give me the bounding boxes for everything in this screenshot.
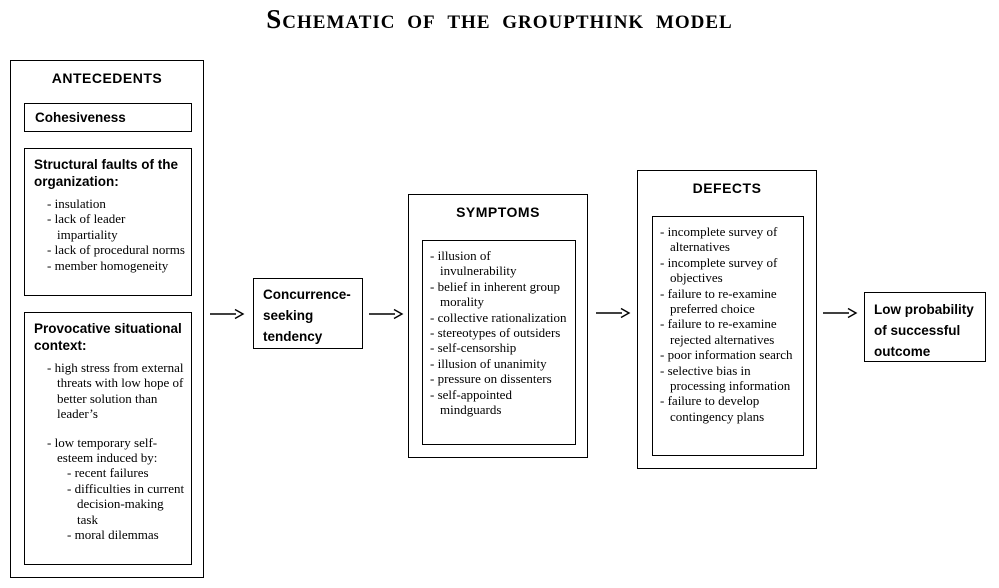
defects-list xyxy=(652,216,804,456)
list-item: - illusion of unanimity xyxy=(430,356,569,371)
diagram-title: Schematic of the groupthink model xyxy=(266,4,733,34)
defects-header: DEFECTS xyxy=(692,180,762,196)
list-item: - poor information search xyxy=(660,347,798,362)
symptoms-header: SYMPTOMS xyxy=(456,204,540,220)
list-item: - high stress from external threats with low hope of better solution than leader’s xyxy=(47,360,187,422)
list-item: - failure to re-examine preferred choice xyxy=(660,286,798,317)
list-item: - insulation xyxy=(47,196,187,211)
symptoms-box xyxy=(408,194,588,458)
list-item: - lack of leader impartiality xyxy=(47,211,187,242)
list-item: - low temporary self-esteem induced by: xyxy=(47,435,187,466)
list-item: - difficulties in current decision-making task xyxy=(67,481,187,527)
list-item: - self-censorship xyxy=(430,340,569,355)
list-item: - failure to develop contingency plans xyxy=(660,393,798,424)
list-item: - belief in inherent group morality xyxy=(430,279,569,310)
outcome-box xyxy=(864,292,986,362)
list-item: - collective rationalization xyxy=(430,310,569,325)
self-esteem-sub-list xyxy=(67,465,187,542)
provocative-context-box xyxy=(24,312,192,565)
antecedents-box xyxy=(10,60,204,578)
list-item: - illusion of invulnerability xyxy=(430,248,569,279)
symptoms-list xyxy=(422,240,576,445)
list-item: - incomplete survey of alternatives xyxy=(660,224,798,255)
list-item: - member homogeneity xyxy=(47,258,187,273)
outcome-label: Low probability of successful outcome xyxy=(874,302,974,359)
concurrence-seeking-label: Concurrence-seeking tendency xyxy=(263,287,351,344)
list-item: - recent failures xyxy=(67,465,187,480)
arrow-right-icon xyxy=(209,307,245,321)
antecedents-header: ANTECEDENTS xyxy=(51,70,163,86)
arrow-right-icon xyxy=(595,306,631,320)
provocative-context-list xyxy=(47,360,187,542)
structural-faults-list xyxy=(47,196,187,273)
list-item: - selective bias in processing information xyxy=(660,363,798,394)
cohesiveness-label: Cohesiveness xyxy=(35,110,126,125)
concurrence-seeking-box xyxy=(253,278,363,349)
list-item: - incomplete survey of objectives xyxy=(660,255,798,286)
list-item: - self-appointed mindguards xyxy=(430,387,569,418)
structural-faults-heading: Structural faults of the organization: xyxy=(34,157,179,189)
list-item: - failure to re-examine rejected alternatives xyxy=(660,316,798,347)
arrow-right-icon xyxy=(822,306,858,320)
list-item: - lack of procedural norms xyxy=(47,242,187,257)
arrow-right-icon xyxy=(368,307,404,321)
cohesiveness-box xyxy=(24,103,192,132)
list-item: - moral dilemmas xyxy=(67,527,187,542)
list-item: - stereotypes of outsiders xyxy=(430,325,569,340)
provocative-context-heading: Provocative situational context: xyxy=(34,321,182,353)
structural-faults-box xyxy=(24,148,192,296)
list-item: - pressure on dissenters xyxy=(430,371,569,386)
defects-box xyxy=(637,170,817,469)
